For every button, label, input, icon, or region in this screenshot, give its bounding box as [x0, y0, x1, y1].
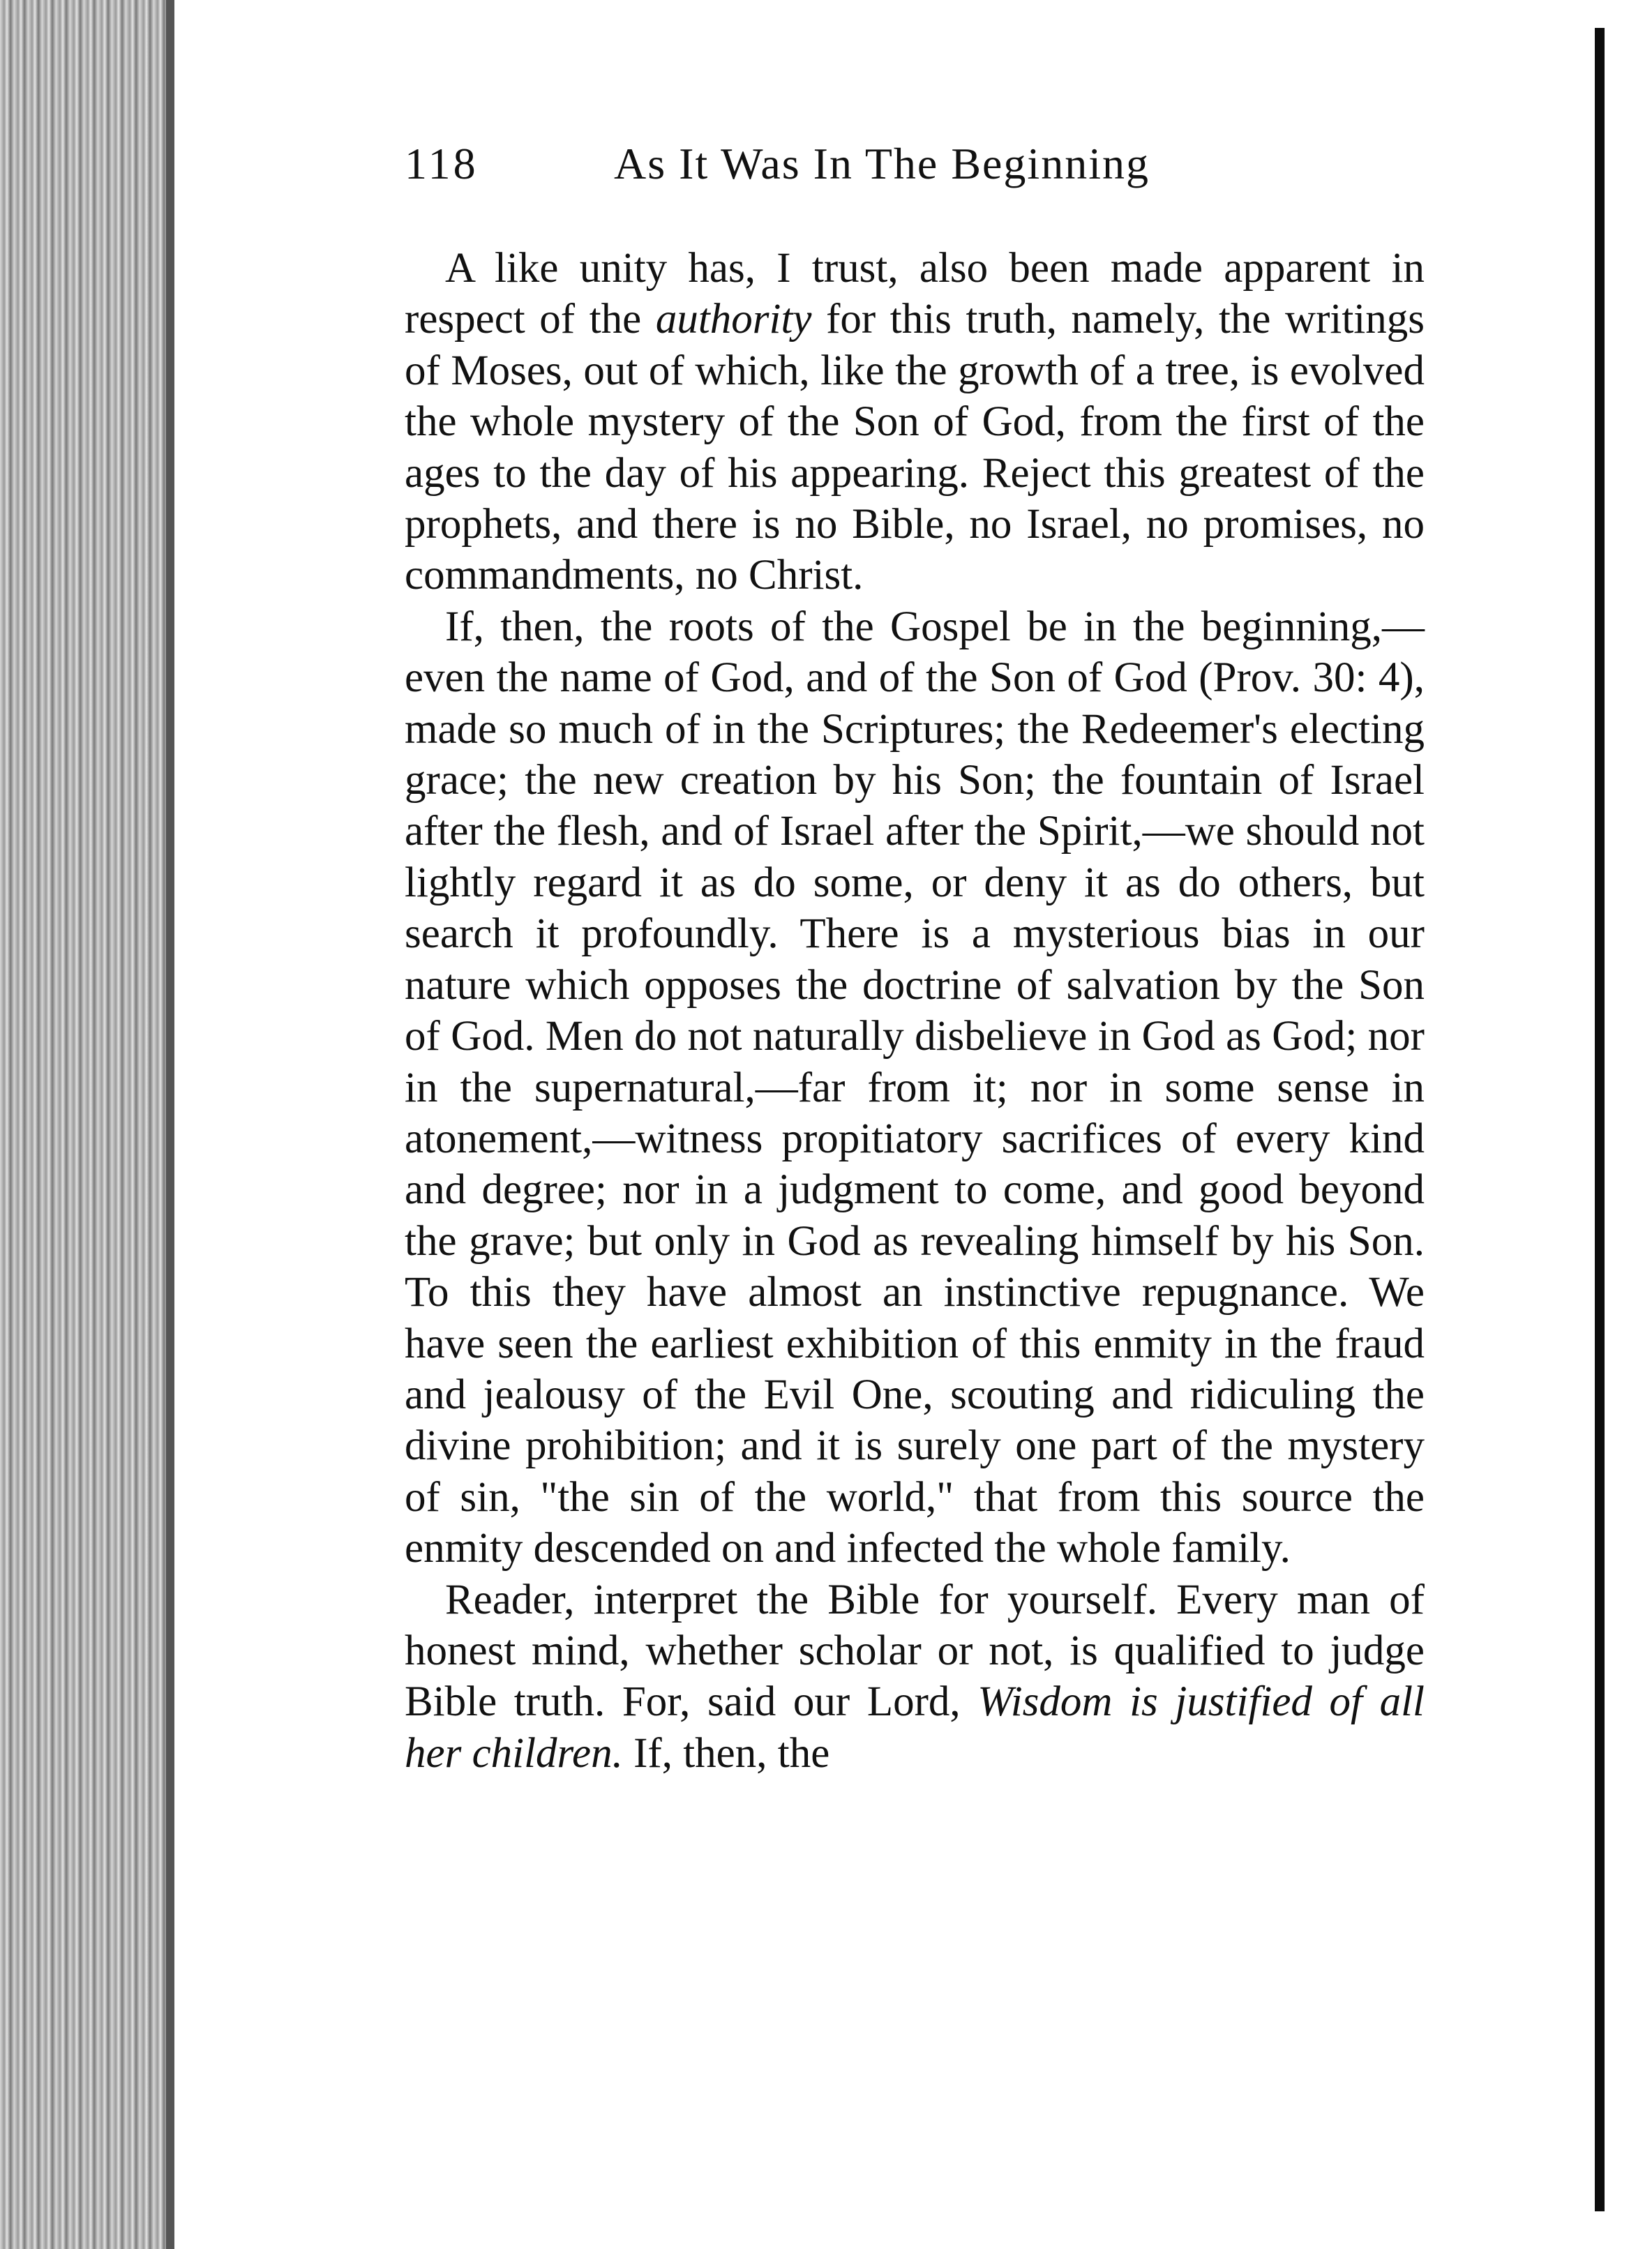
- paragraph-1-segment-2-italic: authority: [655, 296, 812, 343]
- paragraph-1-segment-3: for this truth, namely, the writings of Moses, out of which, like the growth of a tree, is evolved the whole mystery of the Son of God, from the first of the ages to the day of his appearing. Reject this greatest of the prophets, and there is no Bible, no Israel, no promises, no commandments, no Christ.: [405, 296, 1425, 599]
- paragraph-3-segment-1: Reader, interpret the Bible for yourself. Every man of honest mind, whether scholar or not, is qualified to judge Bible truth. For, said our Lord,: [405, 1576, 1425, 1726]
- book-fore-edge: [0, 0, 174, 2249]
- running-head: [405, 138, 1409, 201]
- paragraph-1-segment-1: A like unity has, I trust, also been made apparent in respect of the: [405, 245, 1425, 343]
- page-right-border: [1547, 0, 1652, 2249]
- body-text: [405, 243, 1425, 1779]
- running-head-title: As It Was In The Beginning: [614, 139, 1150, 188]
- paragraph-2: [405, 601, 1425, 1574]
- paragraph-3-segment-3: If, then, the: [622, 1729, 830, 1777]
- paragraph-3-segment-2-italic: Wisdom is justified of all her children.: [405, 1678, 1425, 1777]
- page-number: 118: [405, 139, 479, 188]
- paragraph-3: [405, 1574, 1425, 1780]
- book-page: [183, 0, 1547, 2249]
- paragraph-1: [405, 243, 1425, 601]
- paragraph-2-segment-1: If, then, the roots of the Gospel be in the beginning,—even the name of God, and of the Son of God (Prov. 30: 4), made so much of in the Scriptures; the Redeemer's electing grace; the new creation by his Son; the fountain of Israel after the flesh, and of Israel after the Spirit,—we should not lightly regard it as do some, or deny it as do others, but search it profoundly. There is a mysterious bias in our nature which opposes the doctrine of salvation by the Son of God. Men do not naturally disbelieve in God as God; nor in the supernatural,—far from it; nor in some sense in atonement,—witness propitiatory sacrifices of every kind and degree; nor in a judgment to come, and good beyond the grave; but only in God as revealing himself by his Son. To this they have almost an instinctive repugnance. We have seen the earliest exhibition of this enmity in the fraud and jealousy of the Evil One, scouting and ridiculing the divine prohibition; and it is surely one part of the mystery of sin, "the sin of the world," that from this source the enmity descended on and infected the whole family.: [405, 603, 1425, 1572]
